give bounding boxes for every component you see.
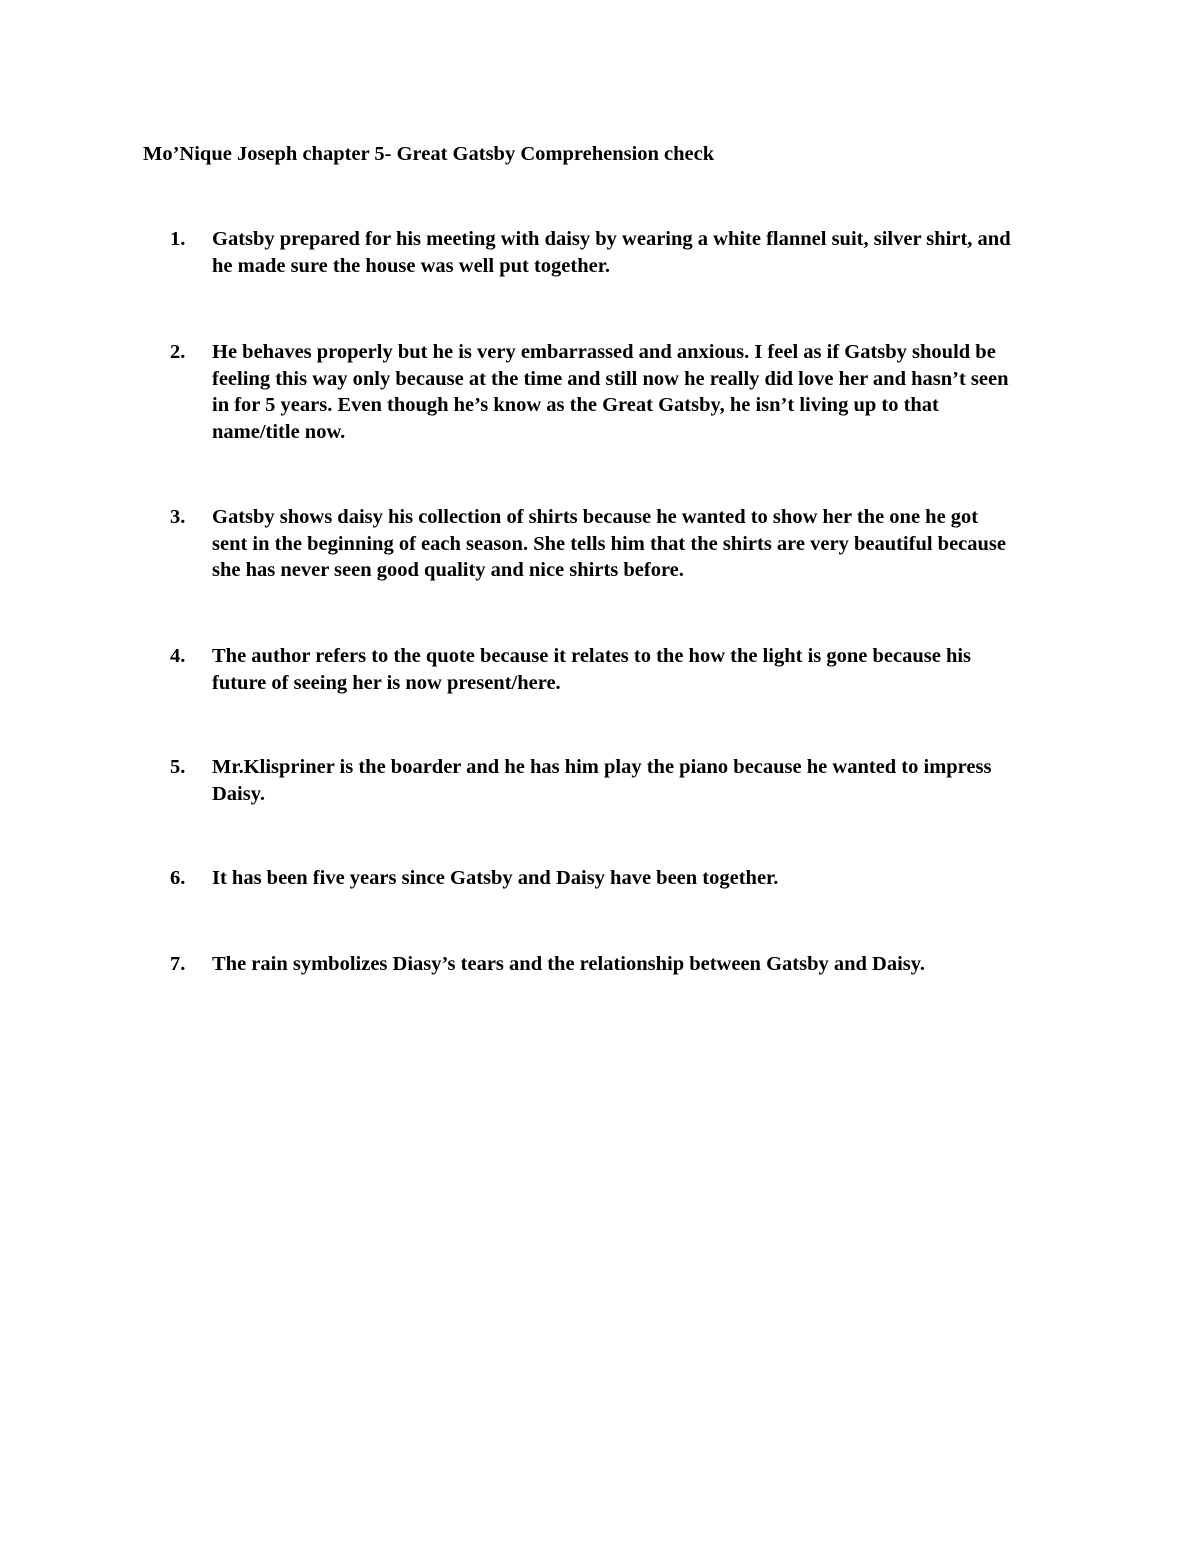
answer-text (212, 865, 1060, 892)
answer-text (212, 643, 1060, 696)
answer-line: The rain symbolizes Diasy’s tears and the relationship between Gatsby and Daisy. (212, 953, 925, 975)
answer-text (212, 754, 1060, 807)
answer-item-7 (170, 951, 1060, 978)
answer-text (212, 951, 1060, 978)
answer-number: 2. (170, 341, 186, 363)
answer-line: He behaves properly but he is very embarrassed and anxious. I feel as if Gatsby should be (212, 341, 996, 363)
answer-item-6 (170, 865, 1060, 892)
answer-item-3 (170, 504, 1060, 584)
answer-line: It has been five years since Gatsby and Daisy have been together. (212, 867, 779, 889)
answer-line: Gatsby prepared for his meeting with daisy by wearing a white flannel suit, silver shirt, and (212, 228, 1011, 250)
answer-number: 3. (170, 506, 186, 528)
answer-line: Daisy. (212, 782, 265, 805)
answer-item-4 (170, 643, 1060, 696)
answer-number: 7. (170, 953, 186, 975)
answer-number: 6. (170, 867, 186, 889)
answer-text (212, 226, 1060, 279)
answer-line: she has never seen good quality and nice shirts before. (212, 559, 684, 581)
answer-line: he made sure the house was well put together. (212, 254, 611, 277)
answer-line: Mr.Klispriner is the boarder and he has him play the piano because he wanted to impress (212, 756, 992, 778)
answer-line: feeling this way only because at the time and still now he really did love her and hasn’t seen (212, 367, 1009, 390)
answer-number: 5. (170, 756, 186, 778)
document-title: Mo’Nique Joseph chapter 5- Great Gatsby Comprehension check (143, 143, 715, 165)
answer-line: name/title now. (212, 420, 346, 443)
answer-line: Gatsby shows daisy his collection of shirts because he wanted to show her the one he got (212, 506, 979, 528)
answer-number: 4. (170, 645, 186, 667)
answer-line: sent in the beginning of each season. She tells him that the shirts are very beautiful because (212, 532, 1007, 555)
answer-text (212, 504, 1060, 584)
answer-item-5 (170, 754, 1060, 807)
answer-item-2 (170, 339, 1060, 445)
answer-text (212, 339, 1060, 445)
answer-item-1 (170, 226, 1060, 279)
answer-line: in for 5 years. Even though he’s know as the Great Gatsby, he isn’t living up to that (212, 394, 939, 416)
answer-line: The author refers to the quote because it relates to the how the light is gone because his (212, 645, 972, 667)
answer-number: 1. (170, 228, 186, 250)
answer-line: future of seeing her is now present/here. (212, 671, 561, 694)
